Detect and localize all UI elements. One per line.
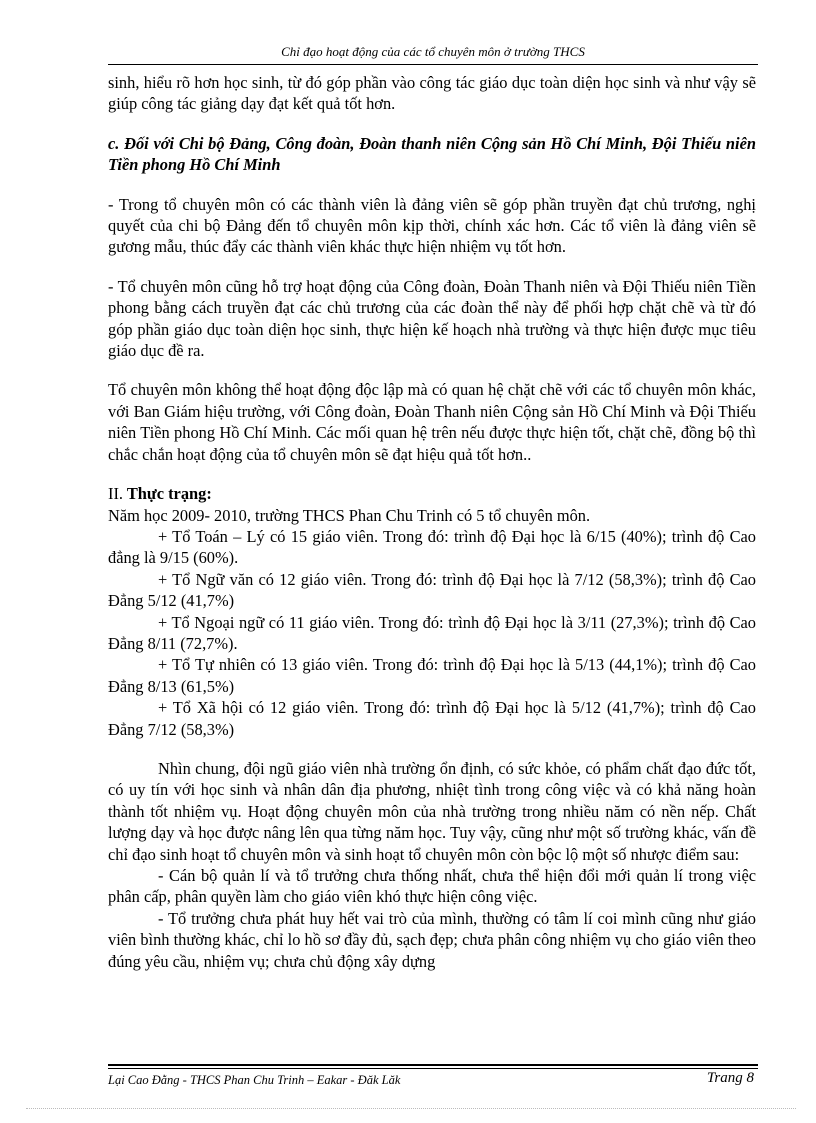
paragraph: Năm học 2009- 2010, trường THCS Phan Chu Trinh có 5 tổ chuyên môn. xyxy=(108,505,591,525)
footer-rule xyxy=(108,1064,758,1069)
paragraph: - Cán bộ quản lí và tổ trưởng chưa thống nhất, chưa thể hiện đổi mới quản lí trong việc phân cấp, phân quyền làm cho giáo viên khó thực hiện công việc. xyxy=(108,866,756,907)
paragraph: sinh, hiểu rõ hơn học sinh, từ đó góp phần vào công tác giáo dục toàn diện học sinh và như vậy sẽ giúp công tác giảng dạy đạt kết quả tốt hơn. xyxy=(108,73,756,114)
running-header: Chỉ đạo hoạt động của các tổ chuyên môn ở trường THCS xyxy=(281,44,585,59)
paragraph: Nhìn chung, đội ngũ giáo viên nhà trường ổn định, có sức khỏe, có phẩm chất đạo đức tốt, có uy tín với học sinh và nhân dân địa phương, nhiệt tình trong công việc và có khả năng hoàn thành tốt nhiệm vụ. Hoạt động chuyên môn của nhà trường trong nhiều năm có nền nếp. Chất lượng dạy và học được nâng lên qua từng năm học. Tuy vậy, cũng như một số trường khác, vấn đề chỉ đạo sinh hoạt tổ chuyên môn và sinh hoạt tổ chuyên môn còn bộc lộ một số nhược điểm sau: xyxy=(108,758,756,864)
paragraph: - Tổ chuyên môn cũng hỗ trợ hoạt động của Công đoàn, Đoàn Thanh niên và Đội Thiếu niên Tiền phong bằng cách truyền đạt các chủ trương của các đoàn thể này để phối hợp chặt chẽ và từ đó góp phần giáo dục toàn diện học sinh, thực hiện kế hoạch nhà trường và thực hiện được mục tiêu giáo dục đề ra. xyxy=(108,276,756,361)
page-number: Trang 8 xyxy=(706,1070,754,1086)
section-heading-c: c. Đối với Chi bộ Đảng, Công đoàn, Đoàn thanh niên Cộng sản Hồ Chí Minh, Đội Thiếu niên Tiền phong Hồ Chí Minh xyxy=(108,133,756,175)
page-bottom-dotted-line xyxy=(26,1108,796,1109)
group-item: + Tổ Tự nhiên có 13 giáo viên. Trong đó: trình độ Đại học là 5/13 (44,1%); trình độ Cao Đẳng 8/13 (61,5%) xyxy=(108,655,756,696)
paragraph: - Trong tổ chuyên môn có các thành viên là đảng viên sẽ góp phần truyền đạt chủ trương, nghị quyết của chi bộ Đảng đến tổ chuyên môn kịp thời, chính xác hơn. Các tổ viên là đảng viên sẽ gương mẫu, thúc đẩy các thành viên khác thực hiện nhiệm vụ tốt hơn. xyxy=(108,194,756,257)
header-rule xyxy=(108,64,758,65)
group-item: + Tổ Ngữ văn có 12 giáo viên. Trong đó: trình độ Đại học là 7/12 (58,3%); trình độ Cao Đẳng 5/12 (41,7%) xyxy=(108,569,756,611)
section-heading-ii xyxy=(108,483,756,504)
paragraph: Tổ chuyên môn không thể hoạt động độc lập mà có quan hệ chặt chẽ với các tổ chuyên môn khác, với Ban Giám hiệu trường, với Công đoàn, Đoàn Thanh niên Cộng sản Hồ Chí Minh và Đội Thiếu niên Tiền phong Hồ Chí Minh. Các mối quan hệ trên nếu được thực hiện tốt, chặt chẽ, đồng bộ thì chắc chắn hoạt động của tổ chuyên môn sẽ đạt hiệu quả tốt hơn.. xyxy=(108,380,756,464)
group-item: + Tổ Toán – Lý có 15 giáo viên. Trong đó: trình độ Đại học là 6/15 (40%); trình độ Cao đẳng là 9/15 (60%). xyxy=(108,526,756,568)
section-number: II. xyxy=(108,484,124,504)
paragraph: - Tổ trưởng chưa phát huy hết vai trò của mình, thường có tâm lí coi mình cũng như giáo viên bình thường khác, chỉ lo hồ sơ đầy đủ, sạch đẹp; chưa phân công nhiệm vụ cho giáo viên theo đúng yêu cầu, nhiệm vụ; chưa chủ động xây dựng xyxy=(108,908,756,971)
footer-author: Lại Cao Đằng - THCS Phan Chu Trinh – Eakar - Đăk Lăk xyxy=(108,1073,401,1087)
group-item: + Tổ Xã hội có 12 giáo viên. Trong đó: trình độ Đại học là 5/12 (41,7%); trình độ Cao Đẳng 7/12 (58,3%) xyxy=(108,698,756,739)
document-body xyxy=(108,72,756,972)
group-item: + Tổ Ngoại ngữ có 11 giáo viên. Trong đó: trình độ Đại học là 3/11 (27,3%); trình độ Cao Đẳng 8/11 (72,7%). xyxy=(108,612,756,653)
section-title: Thực trạng: xyxy=(126,484,212,504)
